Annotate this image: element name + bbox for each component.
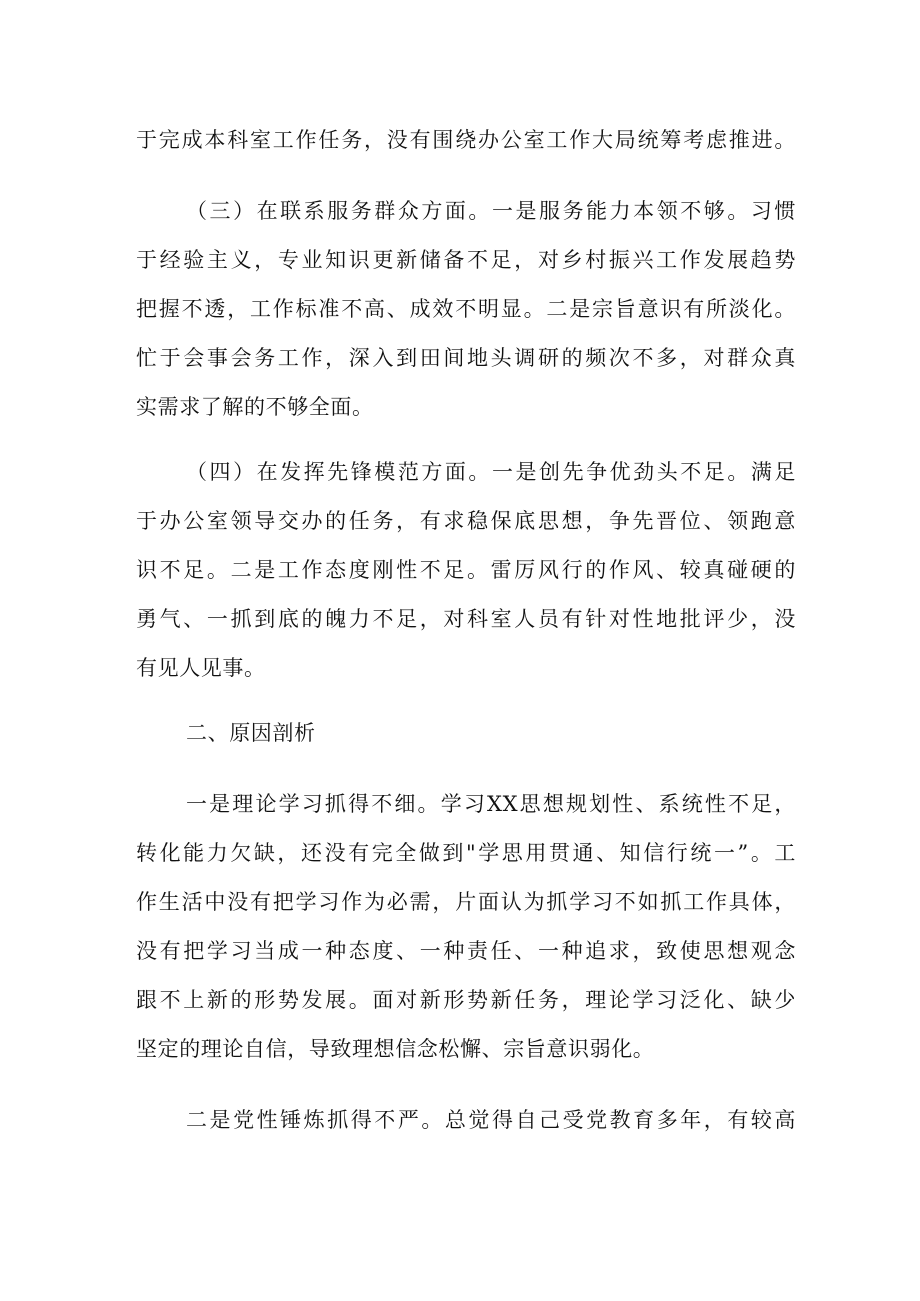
paragraph-line: 把握不透，工作标准不高、成效不明显。二是宗旨意识有所淡化。 — [136, 297, 796, 321]
paragraph-line: 有见人见事。 — [136, 656, 266, 680]
paragraph-line: 作生活中没有把学习作为必需，片面认为抓学习不如抓工作具体， — [136, 890, 796, 914]
paragraph-line: 勇气、一抓到底的魄力不足，对科室人员有针对性地批评少，没 — [136, 607, 796, 631]
paragraph-line: 忙于会事会务工作，深入到田间地头调研的频次不多，对群众真 — [136, 346, 796, 370]
paragraph-line: （四）在发挥先锋模范方面。一是创先争优劲头不足。满足 — [186, 460, 796, 484]
section-heading: 二、原因剖析 — [186, 721, 316, 745]
paragraph-line: 一是理论学习抓得不细。学习XX思想规划性、系统性不足， — [186, 792, 796, 816]
paragraph-line: 跟不上新的形势发展。面对新形势新任务，理论学习泛化、缺少 — [136, 988, 796, 1012]
paragraph-line: 于办公室领导交办的任务，有求稳保底思想，争先晋位、领跑意 — [136, 509, 796, 533]
paragraph-line: 于经验主义，专业知识更新储备不足，对乡村振兴工作发展趋势 — [136, 248, 796, 272]
paragraph-line: 二是党性锤炼抓得不严。总觉得自己受党教育多年，有较高 — [186, 1108, 796, 1132]
paragraph-line: 坚定的理论自信，导致理想信念松懈、宗旨意识弱化。 — [136, 1037, 655, 1061]
paragraph-line: 于完成本科室工作任务，没有围绕办公室工作大局统筹考虑推进。 — [136, 128, 796, 152]
paragraph-line: 没有把学习当成一种态度、一种责任、一种追求，致使思想观念 — [136, 939, 796, 963]
paragraph-line: 转化能力欠缺，还没有完全做到"学思用贯通、知信行统一”。工 — [136, 841, 796, 865]
paragraph-line: （三）在联系服务群众方面。一是服务能力本领不够。习惯 — [186, 199, 796, 223]
paragraph-line: 识不足。二是工作态度刚性不足。雷厉风行的作风、较真碰硬的 — [136, 558, 796, 582]
paragraph-line: 实需求了解的不够全面。 — [136, 395, 374, 419]
